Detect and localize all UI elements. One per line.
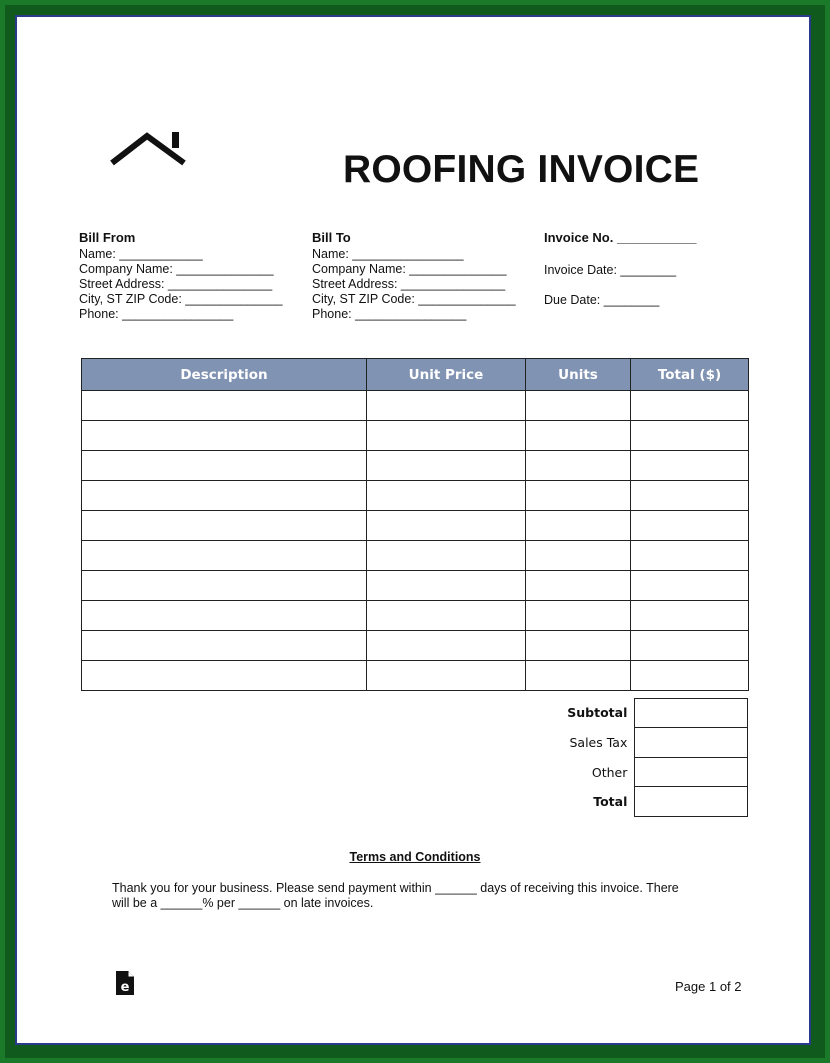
- eforms-e-icon: [115, 970, 135, 996]
- table-row: [82, 541, 749, 571]
- table-row: [82, 481, 749, 511]
- header-description: Description: [82, 359, 367, 391]
- total-cell[interactable]: [631, 421, 749, 451]
- invoice-date: Invoice Date: ________: [544, 263, 677, 277]
- terms-line-1: Thank you for your business. Please send payment within ______ days of receiving this invoice. There: [112, 881, 679, 895]
- sales-tax-field[interactable]: [634, 728, 748, 758]
- unit-price-cell[interactable]: [367, 661, 526, 691]
- invoice-number: Invoice No. ___________: [544, 230, 697, 245]
- table-header-row: [82, 359, 749, 391]
- description-cell[interactable]: [82, 421, 367, 451]
- terms-title: Terms and Conditions: [349, 850, 481, 864]
- sales-tax-row: [540, 728, 748, 758]
- bill-to-street: Street Address: _______________: [312, 277, 506, 291]
- unit-price-cell[interactable]: [367, 421, 526, 451]
- table-row: [82, 391, 749, 421]
- total-cell[interactable]: [631, 541, 749, 571]
- units-cell[interactable]: [526, 601, 631, 631]
- subtotal-row: [540, 698, 748, 728]
- total-cell[interactable]: [631, 391, 749, 421]
- header-unit-price: Unit Price: [367, 359, 526, 391]
- unit-price-cell[interactable]: [367, 391, 526, 421]
- description-cell[interactable]: [82, 511, 367, 541]
- terms-line-2: will be a ______% per ______ on late invoices.: [112, 896, 374, 910]
- bill-to-phone: Phone: ________________: [312, 307, 467, 321]
- description-cell[interactable]: [82, 601, 367, 631]
- description-cell[interactable]: [82, 541, 367, 571]
- units-cell[interactable]: [526, 391, 631, 421]
- description-cell[interactable]: [82, 391, 367, 421]
- bill-to-heading: Bill To: [312, 230, 351, 245]
- table-row: [82, 511, 749, 541]
- units-cell[interactable]: [526, 481, 631, 511]
- table-row: [82, 631, 749, 661]
- bill-to-section: [312, 230, 516, 322]
- bill-from-name: Name: ____________: [79, 247, 203, 261]
- bill-from-heading: Bill From: [79, 230, 136, 245]
- units-cell[interactable]: [526, 541, 631, 571]
- bill-to-name: Name: ________________: [312, 247, 464, 261]
- bill-from-section: [79, 230, 283, 322]
- table-body: [82, 391, 749, 691]
- table-row: [82, 451, 749, 481]
- roof-logo-icon: [110, 130, 190, 170]
- unit-price-cell[interactable]: [367, 451, 526, 481]
- unit-price-cell[interactable]: [367, 511, 526, 541]
- bill-from-company: Company Name: ______________: [79, 262, 274, 276]
- description-cell[interactable]: [82, 661, 367, 691]
- bill-from-city: City, ST ZIP Code: ______________: [79, 292, 283, 306]
- table-row: [82, 661, 749, 691]
- header-units: Units: [526, 359, 631, 391]
- header-total: Total ($): [631, 359, 749, 391]
- total-cell[interactable]: [631, 451, 749, 481]
- unit-price-cell[interactable]: [367, 631, 526, 661]
- description-cell[interactable]: [82, 481, 367, 511]
- bill-from-phone: Phone: ________________: [79, 307, 234, 321]
- unit-price-cell[interactable]: [367, 601, 526, 631]
- unit-price-cell[interactable]: [367, 541, 526, 571]
- units-cell[interactable]: [526, 661, 631, 691]
- due-date: Due Date: ________: [544, 293, 660, 307]
- total-cell[interactable]: [631, 631, 749, 661]
- units-cell[interactable]: [526, 421, 631, 451]
- page-title: ROOFING INVOICE: [343, 148, 700, 191]
- table-row: [82, 571, 749, 601]
- subtotal-label: Subtotal: [567, 705, 628, 720]
- total-cell[interactable]: [631, 481, 749, 511]
- page-number: Page 1 of 2: [675, 979, 742, 994]
- total-label: Total: [593, 794, 628, 810]
- other-row: [540, 758, 748, 788]
- units-cell[interactable]: [526, 631, 631, 661]
- description-cell[interactable]: [82, 631, 367, 661]
- units-cell[interactable]: [526, 511, 631, 541]
- terms-body: [112, 881, 712, 911]
- other-label: Other: [591, 764, 628, 780]
- description-cell[interactable]: [82, 571, 367, 601]
- description-cell[interactable]: [82, 451, 367, 481]
- units-cell[interactable]: [526, 571, 631, 601]
- total-cell[interactable]: [631, 571, 749, 601]
- total-cell[interactable]: [631, 511, 749, 541]
- units-cell[interactable]: [526, 451, 631, 481]
- bill-from-street: Street Address: _______________: [79, 277, 273, 291]
- bill-to-city: City, ST ZIP Code: ______________: [312, 292, 516, 306]
- totals-section: [540, 698, 748, 817]
- svg-text:e: e: [120, 980, 130, 995]
- sales-tax-label: Sales Tax: [569, 734, 628, 750]
- table-row: [82, 601, 749, 631]
- table-row: [82, 421, 749, 451]
- total-field[interactable]: [634, 787, 748, 817]
- total-cell[interactable]: [631, 661, 749, 691]
- unit-price-cell[interactable]: [367, 571, 526, 601]
- total-cell[interactable]: [631, 601, 749, 631]
- subtotal-field[interactable]: [634, 698, 748, 728]
- other-field[interactable]: [634, 758, 748, 788]
- total-row: [540, 787, 748, 817]
- bill-to-company: Company Name: ______________: [312, 262, 507, 276]
- line-items-table: [81, 358, 749, 691]
- unit-price-cell[interactable]: [367, 481, 526, 511]
